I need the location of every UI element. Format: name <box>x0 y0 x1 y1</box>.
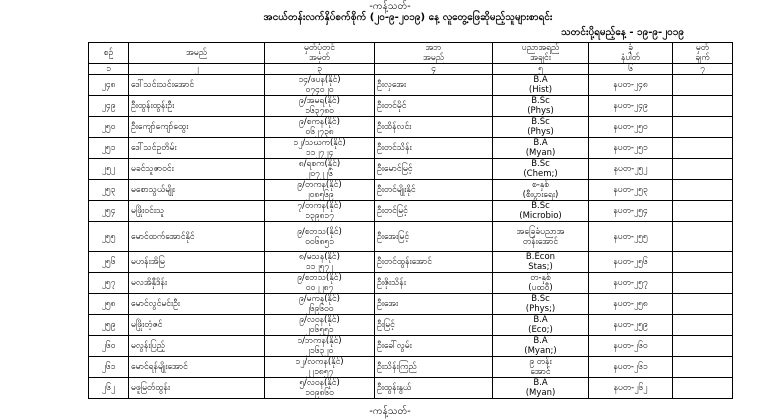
nrc-cell-line: ၉/စဘသ(နိုင်) <box>297 273 342 283</box>
nrc-cell-line: ၀၇၄၀၂၀ <box>305 85 334 95</box>
nrc-cell-line: ၂၆၉၆၀၀ <box>305 304 334 314</box>
father-name-cell: ဦးမြင့် <box>375 315 493 336</box>
table-row <box>89 294 733 315</box>
name-cell: ဒေါ်သင်းသင်းအောင် <box>129 75 265 96</box>
education-cell <box>493 75 589 96</box>
education-cell-line: တ-နှစ် <box>530 273 551 283</box>
education-cell-line: (Eco;) <box>528 325 553 335</box>
father-name-cell: ဦးအေး <box>375 294 493 315</box>
education-cell-line: အောင် <box>530 367 551 377</box>
nrc-cell-line: ၁၂/လကန(နိုင်) <box>295 357 344 367</box>
nrc-cell-line: ၉/မကန(နိုင်) <box>299 294 340 304</box>
nrc-cell-line: ၉/အမရ(နိုင်) <box>299 96 340 106</box>
education-cell-line: တန်းအောင် <box>522 236 559 247</box>
education-cell <box>493 378 589 399</box>
nrc-cell-line: ၁/ဘကန(နိုင်) <box>297 336 342 346</box>
table-row <box>89 159 733 180</box>
name-cell: ဦးကျော်ကျော်ထွေး <box>129 117 265 138</box>
seat-number-cell: နပတ-၂၅၃ <box>589 180 673 201</box>
table-row <box>89 357 733 378</box>
serial-cell: ၂၆၀ <box>89 336 129 357</box>
seat-number-cell: နပတ-၂၅၉ <box>589 315 673 336</box>
table-index-row <box>89 64 733 75</box>
header-name: အမည် <box>129 43 265 64</box>
nrc-cell <box>265 159 375 180</box>
nrc-cell <box>265 378 375 399</box>
header-nrc: မှတ်ပုံတင် အမှတ် <box>265 43 375 64</box>
table-row <box>89 378 733 399</box>
education-cell-line: B.Sc <box>531 159 550 169</box>
remarks-cell <box>673 75 733 96</box>
serial-cell: ၂၅၃ <box>89 180 129 201</box>
remarks-cell <box>673 315 733 336</box>
education-cell <box>493 138 589 159</box>
father-name-cell: ဦးထွန်းနွယ် <box>375 378 493 399</box>
header-seat-number: ခုံ နံပါတ် <box>589 43 673 64</box>
education-cell-line: စ-နှစ် <box>531 180 550 190</box>
serial-cell: ၂၆၁ <box>89 357 129 378</box>
name-cell: မဖြိုးဝင်းသူ <box>129 201 265 222</box>
remarks-cell <box>673 201 733 222</box>
nrc-cell <box>265 138 375 159</box>
nrc-cell-line: ၂၀၇၂၂၆ <box>306 169 333 179</box>
education-cell <box>493 315 589 336</box>
education-cell <box>493 294 589 315</box>
name-cell: မဟန်းအိမြ <box>129 252 265 273</box>
name-cell: မလွန်းပြည့် <box>129 336 265 357</box>
education-cell-line: B.A <box>533 315 548 325</box>
father-name-cell: ဦးတင်မိုင် <box>375 96 493 117</box>
nrc-cell <box>265 222 375 252</box>
name-cell: မောင်လွင်မင်းဦး <box>129 294 265 315</box>
nrc-cell-line: ၁၀၉၈၆၀ <box>305 388 334 398</box>
nrc-cell-line: ၁၄/ဖပန(နိုင်) <box>298 75 341 85</box>
serial-cell: ၂၅၄ <box>89 201 129 222</box>
serial-cell: ၂၅၆ <box>89 252 129 273</box>
nrc-cell-line: ၀၆၂၇၃၈ <box>305 127 334 137</box>
nrc-cell-line: ၁၂/သဃက(နိုင်) <box>293 138 346 148</box>
candidate-table <box>88 42 733 399</box>
education-cell-line: B.Sc <box>531 96 550 106</box>
column-index: ၅ <box>493 64 589 75</box>
column-index: ၆ <box>589 64 673 75</box>
remarks-cell <box>673 180 733 201</box>
nrc-cell <box>265 201 375 222</box>
nrc-cell-line: ၁၁၂၇၂၄ <box>305 148 334 158</box>
remarks-cell <box>673 138 733 159</box>
remarks-cell <box>673 336 733 357</box>
nrc-cell-line: ၂၂၁၈၅၇ <box>305 367 334 377</box>
education-cell-line: အခြေခံပညာအ <box>516 226 565 237</box>
father-name-cell: ဦးမောင်မြင့် <box>375 159 493 180</box>
nrc-cell-line: ၀၀၂၂၈၇ <box>305 283 334 293</box>
education-cell-line: B.Sc <box>531 294 550 304</box>
seat-number-cell: နပတ-၂၆၁ <box>589 357 673 378</box>
nrc-cell <box>265 252 375 273</box>
nrc-cell-line: ၂၁၆၃၂၀ <box>305 346 334 356</box>
table-row <box>89 273 733 294</box>
serial-cell: ၂၄၉ <box>89 96 129 117</box>
education-cell <box>493 159 589 180</box>
serial-cell: ၂၅၅ <box>89 222 129 252</box>
column-index: ၄ <box>375 64 493 75</box>
table-row <box>89 138 733 159</box>
seat-number-cell: နပတ-၂၅၆ <box>589 252 673 273</box>
seat-number-cell: နပတ-၂၄၈ <box>589 75 673 96</box>
nrc-cell <box>265 96 375 117</box>
name-cell: မစောသွယ်မျိုး <box>129 180 265 201</box>
remarks-cell <box>673 378 733 399</box>
education-cell-line: (Microbio) <box>519 211 562 221</box>
seat-number-cell: နပတ-၂၅၀ <box>589 117 673 138</box>
name-cell: ဦးထွန်းထွန်းဦး <box>129 96 265 117</box>
name-cell: မဖြိုးတံ့ဇင် <box>129 315 265 336</box>
nrc-cell-line: ၁၁၂၅၇၂ <box>305 262 334 272</box>
restricted-mark-top: -ကန့်သတ်- <box>369 1 411 12</box>
nrc-cell <box>265 75 375 96</box>
remarks-cell <box>673 273 733 294</box>
education-cell <box>493 201 589 222</box>
serial-cell: ၂၅၇ <box>89 273 129 294</box>
nrc-cell-line: ၈/ရစက(နိုင်) <box>298 159 341 169</box>
education-cell-line: (စီးပွားရေး) <box>522 190 559 200</box>
header-father: အဘ အမည် <box>375 43 493 64</box>
remarks-cell <box>673 252 733 273</box>
father-name-cell: ဦးသိန်းကြည် <box>375 357 493 378</box>
education-cell-line: B.Sc <box>531 117 550 127</box>
education-cell-line: (ပထဝီ) <box>528 283 553 293</box>
name-cell: မောင်ထက်အောင်နိုင် <box>129 222 265 252</box>
remarks-cell <box>673 222 733 252</box>
education-cell-line: B.A <box>533 336 548 346</box>
education-cell-line: B.Econ <box>525 252 556 262</box>
father-name-cell: ဦးခေါ်လွမ်း <box>375 336 493 357</box>
name-cell: မဖူမြတ်ထွန်း <box>129 378 265 399</box>
table-row <box>89 180 733 201</box>
nrc-cell <box>265 357 375 378</box>
father-name-cell: ဦးတင်မျိုးနိုင် <box>375 180 493 201</box>
nrc-cell-line: ၅/လဝန(နိုင်) <box>299 378 340 388</box>
nrc-cell <box>265 273 375 294</box>
nrc-cell-line: ၉/လဝန(နိုင်) <box>299 315 340 325</box>
seat-number-cell: နပတ-၂၅၇ <box>589 273 673 294</box>
father-name-cell: ဦးထိန်လင်း <box>375 117 493 138</box>
nrc-cell <box>265 315 375 336</box>
nrc-cell-line: ၁၆၃၇၈၀ <box>305 106 334 116</box>
nrc-cell <box>265 294 375 315</box>
education-cell-line: (Myan) <box>525 388 556 398</box>
table-row <box>89 96 733 117</box>
table-row <box>89 252 733 273</box>
education-cell-line: B.A <box>533 75 548 85</box>
nrc-cell <box>265 180 375 201</box>
table-row <box>89 117 733 138</box>
column-index: ၃ <box>265 64 375 75</box>
nrc-cell-line: ၉/တကန(နိုင်) <box>297 180 342 190</box>
name-cell: မောင်ရန်မျိုးအောင် <box>129 357 265 378</box>
education-cell <box>493 252 589 273</box>
father-name-cell: ဦးတင်မြင့် <box>375 201 493 222</box>
header-serial: စဉ် <box>89 43 129 64</box>
name-cell: ဒေါ်သင်ဥတိမ်း <box>129 138 265 159</box>
nrc-cell-line: ၉/စကန(နိုင်) <box>299 117 340 127</box>
education-cell <box>493 357 589 378</box>
serial-cell: ၂၅၈ <box>89 294 129 315</box>
remarks-cell <box>673 159 733 180</box>
education-cell-line: B.Sc <box>531 201 550 211</box>
education-cell-line: (Phys;) <box>525 304 556 314</box>
seat-number-cell: နပတ-၂၅၄ <box>589 201 673 222</box>
nrc-cell-line: ၁၃၉၈၁၇ <box>305 211 334 221</box>
column-index: ၂ <box>129 64 265 75</box>
education-cell <box>493 222 589 252</box>
table-row <box>89 336 733 357</box>
education-cell-line: Stas;) <box>528 262 553 272</box>
father-name-cell: ဦးတင်ထွန်းအောင် <box>375 252 493 273</box>
education-cell <box>493 180 589 201</box>
nrc-cell-line: ၂၀၆၅၅၁ <box>305 325 334 335</box>
nrc-cell-line: ၀၀၆၈၅၁ <box>305 236 334 247</box>
education-cell <box>493 336 589 357</box>
remarks-cell <box>673 294 733 315</box>
remarks-cell <box>673 117 733 138</box>
nrc-cell <box>265 117 375 138</box>
education-cell <box>493 117 589 138</box>
education-cell-line: (Phys) <box>527 106 554 116</box>
education-cell <box>493 273 589 294</box>
seat-number-cell: နပတ-၂၅၁ <box>589 138 673 159</box>
remarks-cell <box>673 357 733 378</box>
education-cell-line: (Chem;) <box>523 169 558 179</box>
serial-cell: ၂၄၈ <box>89 75 129 96</box>
education-cell-line: ၉ တန်း <box>529 357 552 367</box>
header-remarks: မှတ် ချက် <box>673 43 733 64</box>
table-row <box>89 315 733 336</box>
name-cell: မခင်သူဇာဝင်း <box>129 159 265 180</box>
father-name-cell: ဦးအေးမြင့် <box>375 222 493 252</box>
seat-number-cell: နပတ-၂၆၀ <box>589 336 673 357</box>
seat-number-cell: နပတ-၂၄၉ <box>589 96 673 117</box>
education-cell-line: (Phys) <box>527 127 554 137</box>
report-date: သတင်းပို့ရမည့်နေ့ - ၁၉-၉-၂၀၁၉ <box>561 27 684 38</box>
nrc-cell-line: ၈/မသန(နိုင်) <box>299 252 340 262</box>
father-name-cell: ဦးတင်သိန်း <box>375 138 493 159</box>
education-cell-line: B.A <box>533 378 548 388</box>
column-index: ၁ <box>89 64 129 75</box>
table-row <box>89 222 733 252</box>
nrc-cell-line: ၂၀၈၅၆၉ <box>305 190 334 200</box>
father-name-cell: ဦးလှအေး <box>375 75 493 96</box>
header-education: ပညာအရည် အချင်း <box>493 43 589 64</box>
education-cell-line: B.A <box>533 138 548 148</box>
seat-number-cell: နပတ-၂၆၂ <box>589 378 673 399</box>
table-row <box>89 201 733 222</box>
seat-number-cell: နပတ-၂၅၈ <box>589 294 673 315</box>
serial-cell: ၂၅၀ <box>89 117 129 138</box>
column-index: ၇ <box>673 64 733 75</box>
nrc-cell <box>265 336 375 357</box>
education-cell-line: (Hist) <box>528 85 553 95</box>
table-row <box>89 75 733 96</box>
remarks-cell <box>673 96 733 117</box>
seat-number-cell: နပတ-၂၅၅ <box>589 222 673 252</box>
serial-cell: ၂၆၂ <box>89 378 129 399</box>
father-name-cell: ဦးဇိုးသိန်း <box>375 273 493 294</box>
nrc-cell-line: ၉/စဘသ(နိုင်) <box>297 226 342 237</box>
table-header-row <box>89 43 733 64</box>
name-cell: မလအိနှီဒိန်း <box>129 273 265 294</box>
education-cell <box>493 96 589 117</box>
education-cell-line: (Myan) <box>525 148 556 158</box>
seat-number-cell: နပတ-၂၅၂ <box>589 159 673 180</box>
education-cell-line: (Myan;) <box>524 346 557 356</box>
serial-cell: ၂၅၁ <box>89 138 129 159</box>
restricted-mark-bottom: -ကန့်သတ်- <box>369 406 411 417</box>
document-title: အငယ်တန်းလက်နှိပ်စက်စိုက် (၂၀-၉-၂၀၁၉) နေ့ လူတွေ့ဖြေဆိုမည့်သူများစာရင်း <box>263 12 553 23</box>
serial-cell: ၂၅၉ <box>89 315 129 336</box>
serial-cell: ၂၅၂ <box>89 159 129 180</box>
nrc-cell-line: ၇/တကန(နိုင်) <box>297 201 342 211</box>
